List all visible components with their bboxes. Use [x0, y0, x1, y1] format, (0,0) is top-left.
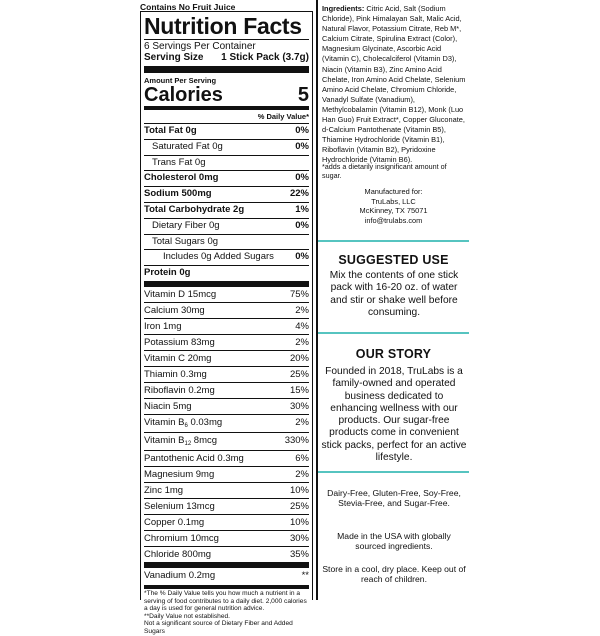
calories-label: Calories	[144, 84, 223, 106]
vitamin-pct: 10%	[289, 484, 309, 496]
saturated-fat-row	[144, 140, 309, 156]
made-in-usa-text: Made in the USA with globally sourced ingredients.	[337, 531, 451, 552]
dietary-fiber-label: Dietary Fiber 0g	[152, 219, 220, 231]
vitamin-label: Pantothenic Acid 0.3mg	[144, 452, 244, 464]
vitamin-row	[144, 531, 309, 547]
vitamin-row	[144, 351, 309, 367]
nutrition-footnotes	[144, 585, 309, 636]
sodium-amount: 500mg	[181, 188, 212, 200]
added-sugars-label: Includes 0g Added Sugars	[163, 251, 274, 263]
serving-size	[144, 52, 309, 73]
calories-value: 5	[297, 84, 309, 106]
ingredients-label: Ingredients:	[322, 4, 365, 13]
vitamin-row	[144, 483, 309, 499]
vanadium-pct: **	[301, 569, 309, 581]
serving-size-value: 1 Stick Pack (3.7g)	[221, 52, 309, 63]
vitamin-row	[144, 319, 309, 335]
saturated-fat-pct: 0%	[295, 140, 309, 152]
vitamin-label: Magnesium 9mg	[144, 468, 215, 480]
dv-not-established-footnote: **Daily Value not established.	[144, 612, 231, 620]
suggested-use-text: Mix the contents of one stick pack with 16-20 oz. of water and stir or shake well before consuming.	[329, 270, 459, 318]
not-significant-footnote: Not a significant source of Dietary Fiber and Added Sugars	[144, 620, 293, 635]
vitamin-b6-row	[144, 415, 309, 433]
daily-value-footnote: *The % Daily Value tells you how much a nutrient in a serving of food contributes to a daily diet. 2,000 calories a day is used for general nutrition advice.	[144, 589, 307, 613]
saturated-fat-label: Saturated Fat 0g	[152, 140, 223, 152]
manufactured-for-label: Manufactured for:	[364, 187, 423, 196]
cholesterol-amount: 0mg	[198, 172, 219, 184]
vitamin-pct: 4%	[295, 320, 309, 332]
our-story-title: OUR STORY	[355, 347, 432, 361]
storage-text: Store in a cool, dry place. Keep out of reach of children.	[322, 564, 466, 585]
sodium-pct: 22%	[289, 188, 309, 200]
ingredients-list	[322, 4, 468, 166]
vitamin-row	[144, 287, 309, 303]
vitamin-b12-subscript: 12	[184, 440, 192, 447]
vitamin-pct: 15%	[289, 384, 309, 396]
our-story-text: Founded in 2018, TruLabs is a family-owned and operated business dedicated to enhancing wellness with our products. Our sugar-free products come in convenient stick packs, perfect for an active lifestyle.	[321, 366, 467, 464]
total-sugars-row	[144, 235, 309, 251]
vitamin-label: Selenium 13mcg	[144, 500, 215, 512]
serving-size-label: Serving Size	[144, 52, 204, 63]
total-carbohydrate-pct: 1%	[295, 203, 309, 215]
vitamin-label: Thiamin 0.3mg	[144, 368, 207, 380]
teal-divider	[318, 332, 469, 334]
vitamin-label: Copper 0.1mg	[144, 516, 205, 528]
dietary-fiber-row	[144, 219, 309, 235]
vitamin-b6-label: Vitamin B	[144, 416, 185, 428]
total-fat-label: Total Fat	[144, 125, 183, 136]
vitamin-pct: 6%	[295, 452, 309, 464]
vitamin-label: Chromium 10mcg	[144, 532, 219, 544]
suggested-use-title: SUGGESTED USE	[338, 253, 449, 267]
calories-row	[144, 85, 309, 110]
amount-per-serving: Amount Per Serving	[144, 76, 217, 85]
dietary-fiber-pct: 0%	[295, 219, 309, 231]
free-from-text: Dairy-Free, Gluten-Free, Soy-Free, Stevia-Free, and Sugar-Free.	[327, 488, 461, 509]
manufacturer-name: TruLabs, LLC	[371, 196, 416, 206]
manufacturer-address: McKinney, TX 75071	[359, 206, 428, 215]
vitamin-row	[144, 451, 309, 467]
protein-row	[144, 266, 309, 287]
protein-label: Protein	[144, 267, 177, 279]
vitamin-label: Potassium 83mg	[144, 336, 215, 348]
total-fat-pct: 0%	[295, 125, 309, 136]
servings-per-container: 6 Servings Per Container	[144, 39, 309, 52]
protein-amount: 0g	[179, 267, 191, 279]
vitamin-b6-amount: 0.03mg	[187, 416, 223, 428]
vitamin-b6-pct: 2%	[295, 416, 309, 428]
ingredients-text: Citric Acid, Salt (Sodium Chloride), Pink Himalayan Salt, Malic Acid, Natural Flavor, Potassium Citrate, Reb M*, Calcium Citrate, Spirulina Extract (Color), Magnesium Glycinate, Ascorbic Acid (Vitamin C), Cholecalciferol (Vitamin D3), Niacin (Vitamin B3), Zinc Amino Acid Chelate, Iron Amino Acid Chelate, Selenium Amino Acid Chelate, Chromium Chloride, Vanadyl Sulfate (Vanadium), Methylcobalamin (Vitamin B12), Monk (Luo Han Guo) Fruit Extract*, Copper Gluconate, d-Calcium Pantothenate (Vitamin B5), Thiamine Hydrochloride (Vitamin B1), Riboflavin (Vitamin B2), Pyridoxine Hydrochloride (Vitamin B6).	[322, 4, 466, 165]
trans-fat-row	[144, 156, 309, 172]
teal-divider	[318, 471, 469, 473]
vitamin-pct: 35%	[289, 548, 309, 560]
vitamin-pct: 30%	[289, 532, 309, 544]
vitamin-pct: 20%	[289, 352, 309, 364]
vitamin-pct: 75%	[289, 288, 309, 300]
total-carbohydrate-row	[144, 203, 309, 219]
teal-divider	[318, 240, 469, 242]
added-sugars-row	[144, 250, 309, 266]
info-column	[317, 0, 470, 600]
vitamin-label: Chloride 800mg	[144, 548, 212, 560]
vitamin-row	[144, 399, 309, 415]
vitamin-label: Niacin 5mg	[144, 400, 192, 412]
sodium-row	[144, 187, 309, 203]
cholesterol-label: Cholesterol	[144, 172, 197, 184]
vitamin-label: Riboflavin 0.2mg	[144, 384, 215, 396]
vitamin-pct: 25%	[289, 368, 309, 380]
vitamin-pct: 2%	[295, 304, 309, 316]
sodium-label: Sodium	[144, 188, 179, 200]
no-fruit-juice-note: Contains No Fruit Juice	[140, 2, 236, 12]
vitamin-row	[144, 499, 309, 515]
cholesterol-row	[144, 171, 309, 187]
manufacturer-email: info@trulabs.com	[364, 215, 423, 225]
vitamin-pct: 2%	[295, 336, 309, 348]
vitamin-row	[144, 383, 309, 399]
vitamin-row	[144, 303, 309, 319]
total-sugars-label: Total Sugars 0g	[152, 235, 219, 247]
total-fat-row	[144, 124, 309, 140]
total-carbohydrate-amount: 2g	[233, 203, 245, 215]
manufacturer-info	[317, 187, 470, 225]
vitamin-row	[144, 467, 309, 483]
sugar-note: *adds a dietarily insignificant amount of sugar.	[322, 162, 447, 180]
vitamin-b12-pct: 330%	[284, 434, 309, 446]
vitamin-pct: 2%	[295, 468, 309, 480]
vitamin-b12-row	[144, 433, 309, 451]
vitamin-b6-subscript: 6	[184, 422, 188, 429]
vitamin-label: Iron 1mg	[144, 320, 182, 332]
vitamin-b12-amount: 8mcg	[191, 434, 218, 446]
vitamin-row	[144, 335, 309, 351]
vitamin-pct: 10%	[289, 516, 309, 528]
total-fat-amount: 0g	[185, 125, 197, 136]
daily-value-header: % Daily Value*	[144, 110, 309, 124]
nutrition-facts-panel	[140, 11, 313, 635]
vitamin-b12-label: Vitamin B	[144, 434, 185, 446]
vitamin-row	[144, 515, 309, 531]
added-sugars-pct: 0%	[295, 251, 309, 263]
vitamin-row	[144, 367, 309, 383]
vitamin-row	[144, 547, 309, 568]
vanadium-row	[144, 568, 309, 583]
trans-fat-label: Trans Fat 0g	[152, 156, 206, 168]
vanadium-label: Vanadium 0.2mg	[144, 569, 216, 581]
vitamin-pct: 25%	[289, 500, 309, 512]
nutrition-facts-title: Nutrition Facts	[144, 13, 302, 39]
total-carbohydrate-label: Total Carbohydrate	[144, 203, 231, 215]
cholesterol-pct: 0%	[295, 172, 309, 184]
vitamin-label: Zinc 1mg	[144, 484, 184, 496]
vitamin-label: Calcium 30mg	[144, 304, 205, 316]
vitamin-pct: 30%	[289, 400, 309, 412]
vitamin-label: Vitamin C 20mg	[144, 352, 212, 364]
vitamin-label: Vitamin D 15mcg	[144, 288, 217, 300]
